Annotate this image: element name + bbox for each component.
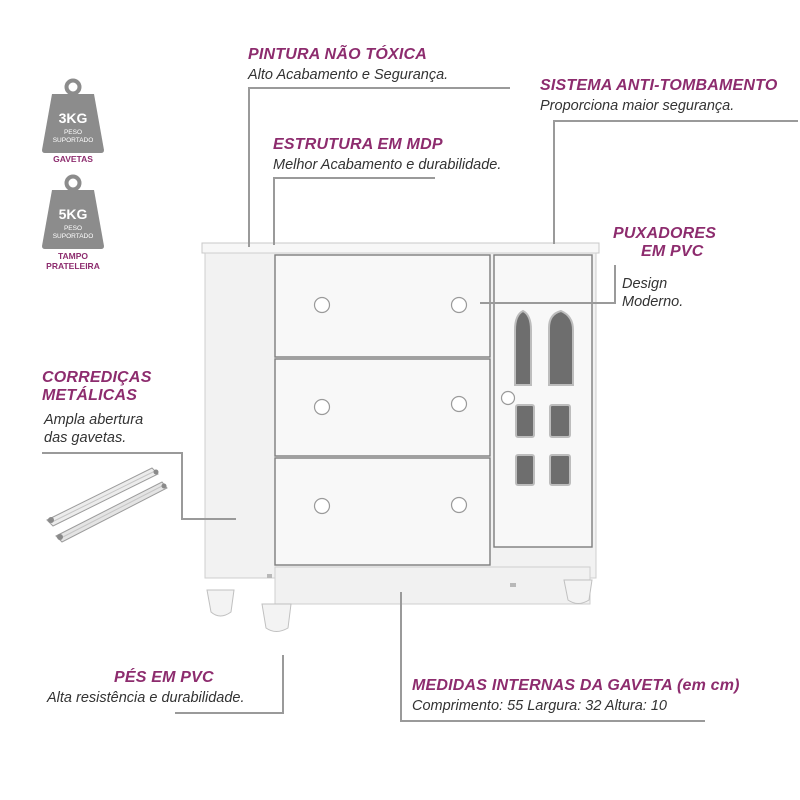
- paint-title: PINTURA NÃO TÓXICA: [248, 46, 428, 63]
- feet-desc: Alta resistência e durabilidade.: [47, 690, 245, 706]
- handles-title-2: EM PVC: [641, 243, 704, 260]
- weight-5kg-sub2: SUPORTADO: [52, 233, 94, 240]
- paint-desc: Alto Acabamento e Segurança.: [248, 67, 449, 83]
- measures-title: MEDIDAS INTERNAS DA GAVETA (em cm): [412, 677, 740, 694]
- leader-feet-h: [175, 712, 284, 714]
- leader-slides-h2: [181, 518, 236, 520]
- leader-handles-v: [614, 265, 616, 304]
- leader-mdp-v: [273, 177, 275, 245]
- leader-slides-h1: [42, 452, 182, 454]
- slides-desc-1: Ampla abertura: [44, 412, 144, 428]
- leader-handles-h: [480, 302, 616, 304]
- handles-desc-2: Moderno.: [622, 294, 684, 310]
- slides-desc-2: das gavetas.: [44, 430, 127, 446]
- weight-3kg-sub1: PESO: [63, 129, 83, 136]
- handles-title-1: PUXADORES: [613, 225, 717, 242]
- weight-3kg-icon: [38, 78, 108, 154]
- dresser-illustration: [195, 238, 605, 638]
- slides-title-1: CORREDIÇAS: [42, 369, 152, 386]
- weight-5kg-sub1: PESO: [63, 225, 83, 232]
- mdp-title: ESTRUTURA EM MDP: [273, 136, 443, 153]
- leader-antitip-h: [553, 120, 798, 122]
- weight-3kg-sub2: SUPORTADO: [52, 137, 94, 144]
- feet-title: PÉS EM PVC: [114, 669, 214, 686]
- leader-slides-v: [181, 452, 183, 520]
- leader-mdp-h: [273, 177, 435, 179]
- measures-desc: Comprimento: 55 Largura: 32 Altura: 10: [412, 698, 667, 714]
- drawer-slide-icon: [42, 460, 172, 545]
- weight-5kg-value: 5KG: [58, 206, 88, 222]
- leader-measures-h: [400, 720, 705, 722]
- weight-5kg-label-2: PRATELEIRA: [46, 261, 100, 271]
- leader-paint-v: [248, 87, 250, 247]
- antitip-desc: Proporciona maior segurança.: [540, 98, 735, 114]
- handles-desc-1: Design: [622, 276, 668, 292]
- leader-paint-h: [248, 87, 510, 89]
- antitip-title: SISTEMA ANTI-TOMBAMENTO: [540, 77, 778, 94]
- slides-title-2: METÁLICAS: [42, 387, 138, 404]
- weight-5kg-icon: [38, 174, 108, 250]
- leader-feet-v: [282, 655, 284, 714]
- weight-3kg-value: 3KG: [58, 110, 88, 126]
- leader-measures-v: [400, 592, 402, 722]
- weight-5kg-label-1: TAMPO: [57, 251, 89, 261]
- mdp-desc: Melhor Acabamento e durabilidade.: [273, 157, 502, 173]
- weight-3kg-label: GAVETAS: [53, 154, 93, 164]
- leader-antitip-v: [553, 120, 555, 244]
